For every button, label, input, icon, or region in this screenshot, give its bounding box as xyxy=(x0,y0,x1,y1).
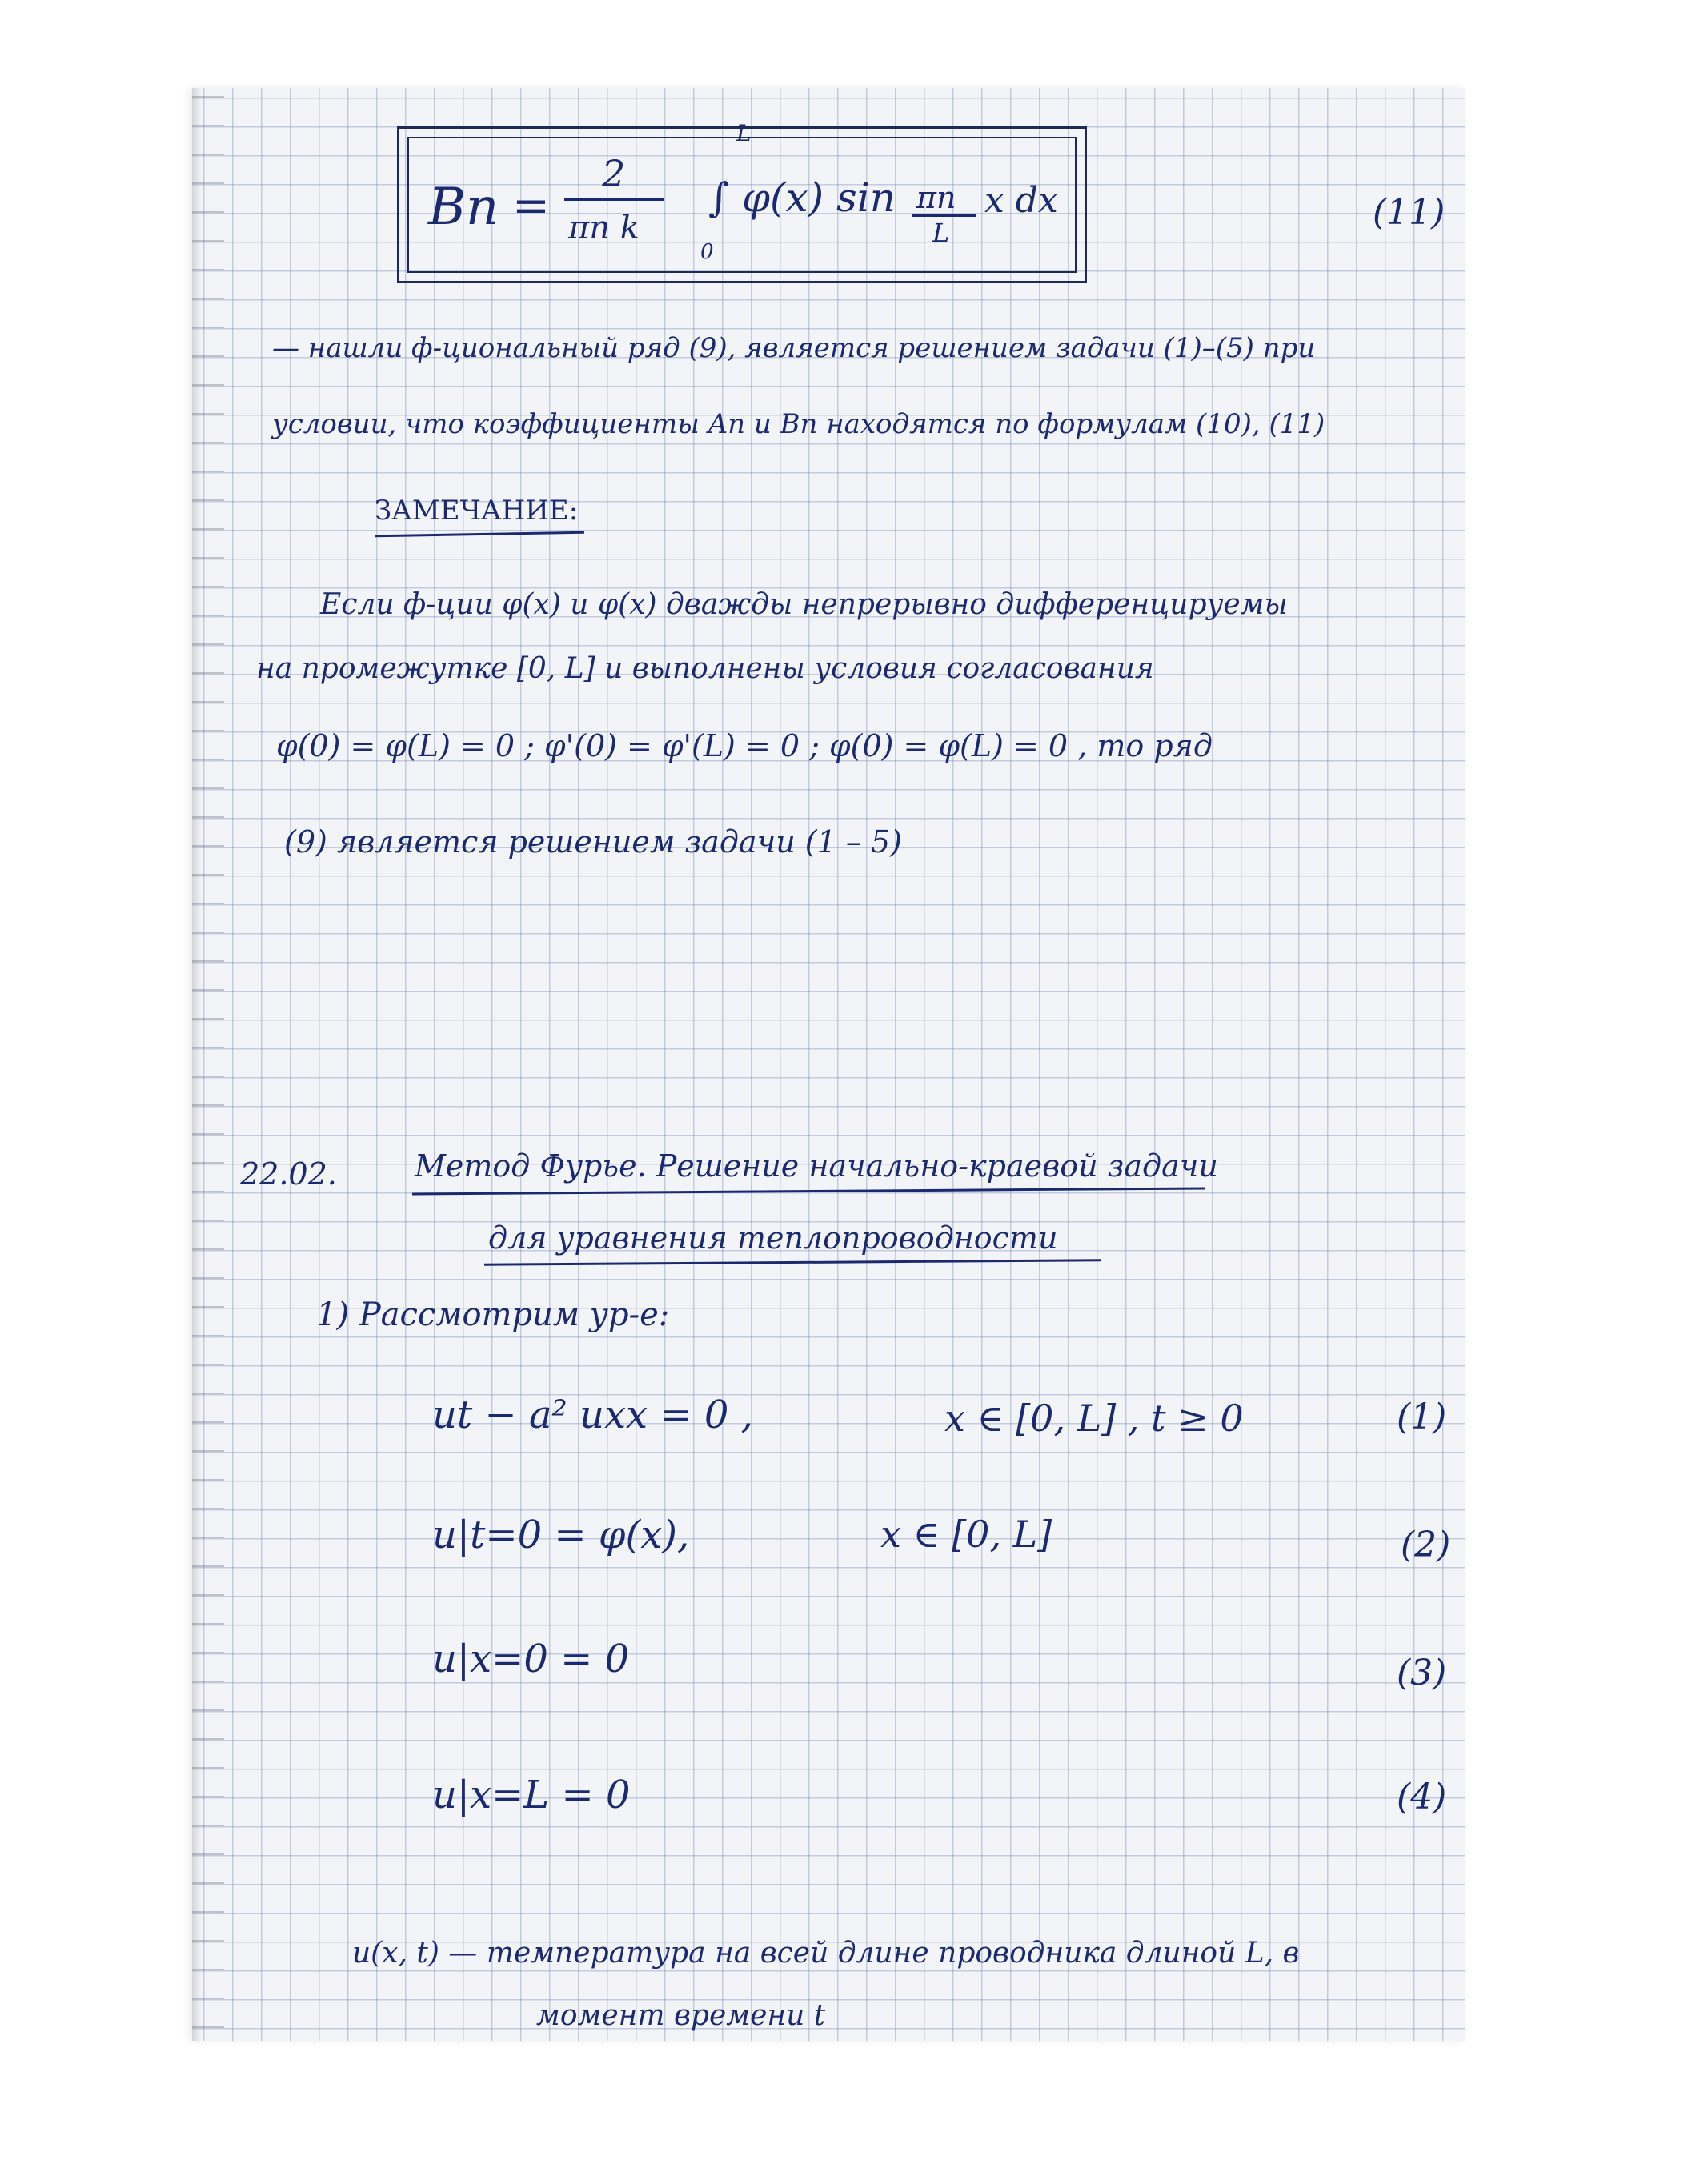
formula-lower-limit: 0 xyxy=(700,240,714,264)
section-title-line-1: Метод Фурье. Решение начально-краевой задачи xyxy=(415,1148,1218,1184)
equation-2-number: (2) xyxy=(1401,1525,1451,1565)
page-margin-lines xyxy=(192,96,224,2041)
equation-2-expr: u|t=0 = φ(x), xyxy=(432,1513,690,1557)
formula-upper-limit: L xyxy=(736,120,752,146)
remark-line-2: на промежутке [0, L] и выполнены условия согласования xyxy=(256,652,1154,685)
footer-line-1: u(x, t) — температура на всей длине проводника длиной L, в xyxy=(352,1937,1300,1970)
remark-heading: ЗАМЕЧАНИЕ: xyxy=(375,495,579,527)
remark-line-4: (9) является решением задачи (1 – 5) xyxy=(284,824,902,860)
formula-tail: x dx xyxy=(984,180,1058,221)
formula-fraction-numerator: 2 xyxy=(602,152,626,195)
formula-number: (11) xyxy=(1373,192,1445,233)
equation-4-expr: u|x=L = 0 xyxy=(432,1773,631,1817)
equation-2-cond: x ∈ [0, L] xyxy=(880,1513,1052,1556)
equation-1-expr: ut − a² uxx = 0 , xyxy=(432,1393,753,1437)
equation-4-number: (4) xyxy=(1397,1777,1447,1817)
formula-inner-numerator: πn xyxy=(916,180,956,215)
equation-3-expr: u|x=0 = 0 xyxy=(432,1637,630,1681)
footer-line-2: момент времени t xyxy=(536,1999,826,2032)
remark-line-1: Если ф-ции φ(x) и φ(x) дважды непрерывно дифференцируемы xyxy=(320,588,1288,621)
intro-line-2: условии, что коэффициенты An и Bn находятся по формулам (10), (11) xyxy=(272,408,1325,440)
formula-integrand: ∫ φ(x) sin xyxy=(708,174,896,221)
equation-1-number: (1) xyxy=(1397,1397,1447,1437)
formula-inner-denominator: L xyxy=(932,218,950,248)
equation-1-cond: x ∈ [0, L] , t ≥ 0 xyxy=(944,1397,1244,1440)
formula-lhs: Bn xyxy=(428,178,499,237)
formula-equals: = xyxy=(512,180,550,232)
equation-3-number: (3) xyxy=(1397,1653,1447,1693)
consider-line: 1) Рассмотрим ур-е: xyxy=(316,1296,670,1333)
intro-line-1: — нашли ф-циональный ряд (9), является решением задачи (1)–(5) при xyxy=(272,332,1316,364)
formula-fraction-bar xyxy=(564,198,664,201)
notebook-page xyxy=(192,88,1465,2041)
formula-inner-bar xyxy=(912,214,976,217)
formula-fraction-denominator: πn k xyxy=(568,210,640,246)
remark-line-3: φ(0) = φ(L) = 0 ; φ'(0) = φ'(L) = 0 ; φ(0) = φ(L) = 0 , то ряд xyxy=(276,728,1213,763)
section-date: 22.02. xyxy=(240,1156,337,1192)
section-title-line-2: для уравнения теплопроводности xyxy=(488,1220,1058,1256)
